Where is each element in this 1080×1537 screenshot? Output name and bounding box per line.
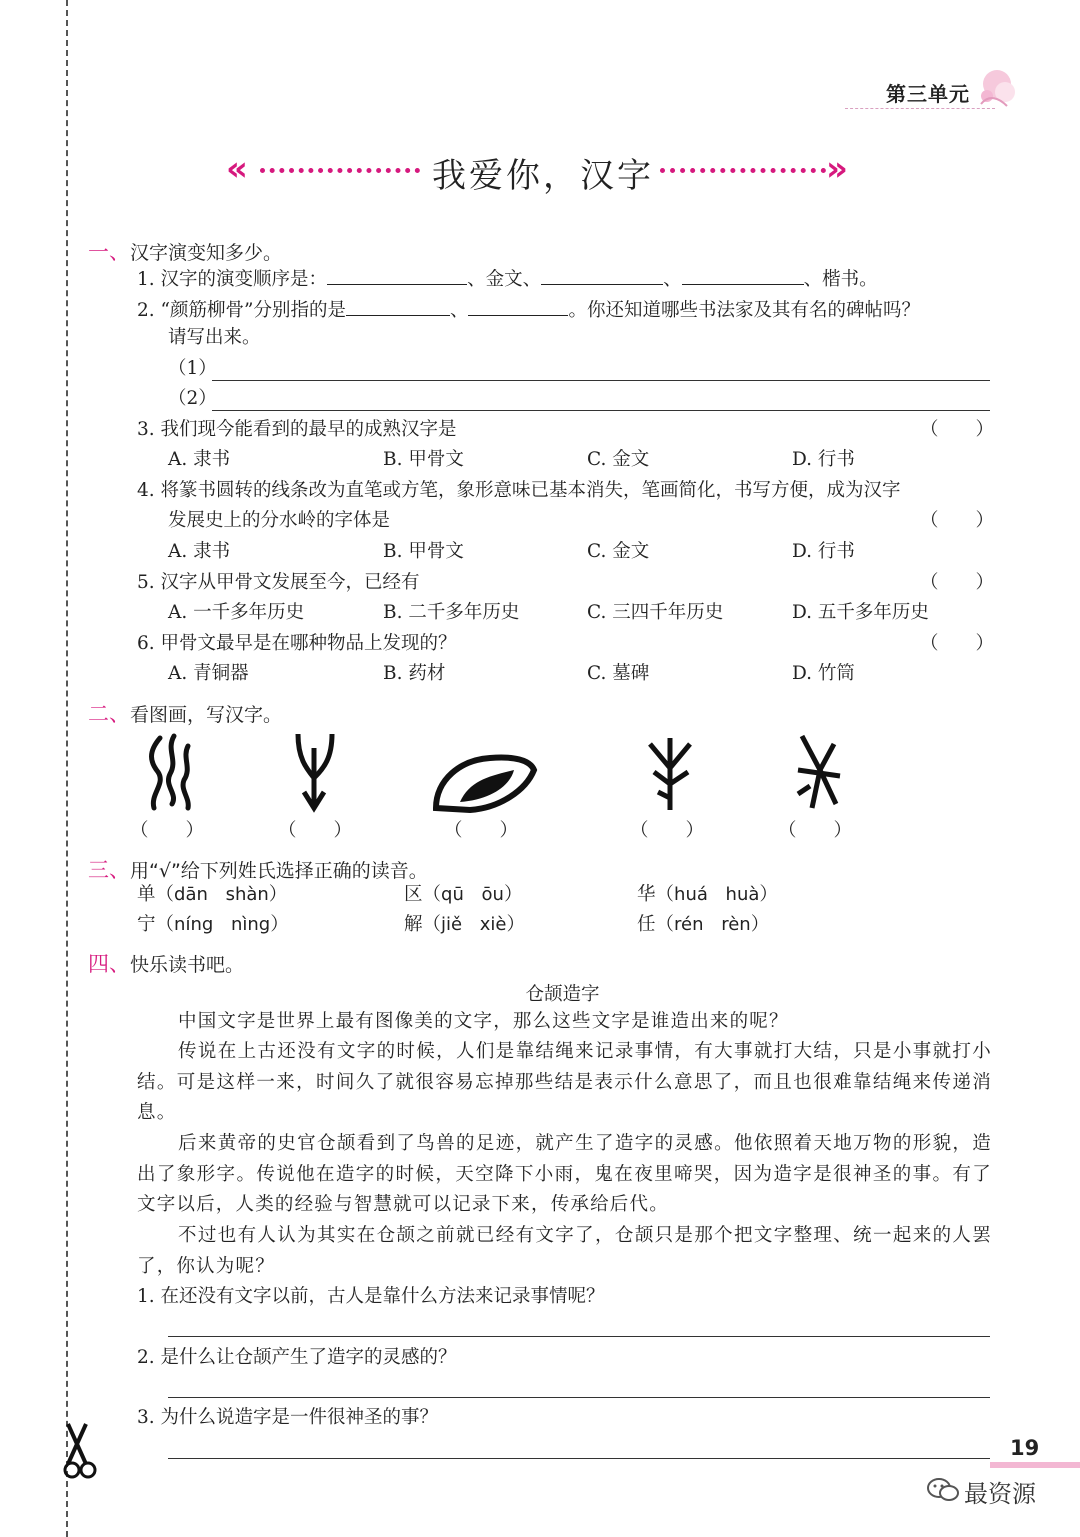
chevron-right-icon: »	[826, 149, 848, 189]
question-1-2: 2. “颜筋柳骨”分别指的是 、 。你还知道哪些书法家及其有名的碑帖吗？	[137, 300, 920, 321]
option-b[interactable]: B. 甲骨文	[383, 541, 464, 562]
section-4-heading: 四、快乐读书吧。	[88, 952, 245, 976]
question-1-2-cont: 请写出来。	[168, 327, 261, 348]
grass-glyph-icon	[290, 728, 340, 814]
glyph-answer-2[interactable]: （ ）	[278, 820, 353, 841]
glyph-answer-3[interactable]: （ ）	[444, 820, 519, 841]
wechat-icon	[926, 1476, 960, 1504]
question-1-1: 1. 汉字的演变顺序是： 、金文、 、 、楷书。	[137, 269, 878, 290]
reading-question-3: 3. 为什么说造字是一件很神圣的事？	[137, 1407, 439, 1428]
story-paragraph: 后来黄帝的史官仓颉看到了鸟兽的足迹，就产生了造字的灵感。他依照着天地万物的形貌，造出了象形字。传说他在造字的时候，天空降下小雨，鬼在夜里啼哭，因为造字是很神圣的事。有了文字以后，人类的经验与智慧就可以记录下来，传承给后代。	[137, 1133, 992, 1215]
option-a[interactable]: A. 青铜器	[168, 663, 249, 684]
section-2-heading: 二、看图画，写汉字。	[88, 702, 283, 726]
option-c[interactable]: C. 墓碑	[587, 663, 650, 684]
cut-line	[66, 0, 68, 1537]
option-d[interactable]: D. 竹筒	[792, 663, 855, 684]
surname-item: 华（huá huà）	[637, 884, 778, 905]
question-1-5: 5. 汉字从甲骨文发展至今，已经有	[137, 572, 420, 593]
water-glyph-icon	[140, 732, 200, 814]
glyph-answer-4[interactable]: （ ）	[630, 820, 705, 841]
answer-blank[interactable]	[468, 299, 568, 316]
watermark: 最资源	[964, 1480, 1036, 1508]
flower-decoration-icon	[975, 64, 1023, 112]
option-d[interactable]: D. 五千多年历史	[792, 602, 929, 623]
question-1-4: 4. 将篆书圆转的线条改为直笔或方笔，象形意味已基本消失，笔画简化，书写方便，成为汉字	[137, 480, 901, 501]
unit-label: 第三单元	[886, 82, 970, 106]
sub-2: （2）	[168, 388, 217, 409]
answer-paren[interactable]: （ ）	[920, 510, 995, 531]
answer-line[interactable]	[212, 380, 990, 381]
story-paragraph: 不过也有人认为其实在仓颉之前就已经有文字了，仓颉只是那个把文字整理、统一起来的人罢了，你认为呢？	[137, 1225, 992, 1277]
answer-blank[interactable]	[346, 299, 450, 316]
surname-item: 解（jiě xiè）	[404, 914, 526, 935]
answer-line[interactable]	[168, 1458, 990, 1459]
question-1-4-cont: 发展史上的分水岭的字体是	[168, 510, 391, 531]
answer-blank[interactable]	[327, 268, 467, 285]
page-number: 19	[1010, 1436, 1040, 1460]
bamboo-glyph-icon	[790, 730, 850, 814]
surname-item: 区（qū ōu）	[404, 884, 523, 905]
sub-1: （1）	[168, 358, 217, 379]
title-bar	[0, 140, 1080, 200]
answer-line[interactable]	[168, 1336, 990, 1337]
answer-line[interactable]	[168, 1397, 990, 1398]
option-b[interactable]: B. 甲骨文	[383, 449, 464, 470]
story-paragraph: 传说在上古还没有文字的时候，人们是靠结绳来记录事情，有大事就打大结，只是小事就打小结。可是这样一来，时间久了就很容易忘掉那些结是表示什么意思了，而且也很难靠结绳来传递消息。	[137, 1041, 992, 1123]
answer-paren[interactable]: （ ）	[920, 572, 995, 593]
answer-blank[interactable]	[682, 268, 804, 285]
reading-question-1: 1. 在还没有文字以前，古人是靠什么方法来记录事情呢？	[137, 1286, 605, 1307]
reading-question-2: 2. 是什么让仓颉产生了造字的灵感的？	[137, 1347, 457, 1368]
chevron-left-icon: «	[226, 149, 248, 189]
option-c[interactable]: C. 三四千年历史	[587, 602, 724, 623]
surname-item: 单（dān shàn）	[137, 884, 288, 905]
question-1-3: 3. 我们现今能看到的最早的成熟汉字是	[137, 419, 457, 440]
title-dots-right	[660, 168, 826, 173]
story-title: 仓颉造字	[525, 984, 600, 1005]
option-a[interactable]: A. 隶书	[168, 449, 231, 470]
option-d[interactable]: D. 行书	[792, 541, 855, 562]
title-dots-left	[260, 168, 420, 173]
option-a[interactable]: A. 隶书	[168, 541, 231, 562]
scissors-icon	[60, 1420, 104, 1482]
option-d[interactable]: D. 行书	[792, 449, 855, 470]
option-b[interactable]: B. 药材	[383, 663, 446, 684]
option-c[interactable]: C. 金文	[587, 541, 650, 562]
section-3-heading: 三、用“√”给下列姓氏选择正确的读音。	[88, 858, 428, 882]
header-underline	[845, 108, 995, 109]
glyph-answer-5[interactable]: （ ）	[778, 820, 853, 841]
boat-glyph-icon	[430, 750, 540, 816]
section-1-heading: 一、汉字演变知多少。	[88, 240, 283, 264]
surname-item: 宁（níng nìng）	[137, 914, 289, 935]
answer-paren[interactable]: （ ）	[920, 419, 995, 440]
surname-item: 任（rén rèn）	[637, 914, 770, 935]
option-b[interactable]: B. 二千多年历史	[383, 602, 520, 623]
question-1-6: 6. 甲骨文最早是在哪种物品上发现的？	[137, 633, 457, 654]
answer-paren[interactable]: （ ）	[920, 633, 995, 654]
page-title: 我爱你，汉字	[432, 156, 654, 196]
wood-glyph-icon	[640, 732, 700, 814]
option-c[interactable]: C. 金文	[587, 449, 650, 470]
option-a[interactable]: A. 一千多年历史	[168, 602, 305, 623]
glyph-answer-1[interactable]: （ ）	[130, 820, 205, 841]
answer-line[interactable]	[212, 410, 990, 411]
page-number-bar	[990, 1462, 1080, 1468]
story-paragraph: 中国文字是世界上最有图像美的文字，那么这些文字是谁造出来的呢？	[178, 1011, 789, 1032]
answer-blank[interactable]	[541, 268, 663, 285]
